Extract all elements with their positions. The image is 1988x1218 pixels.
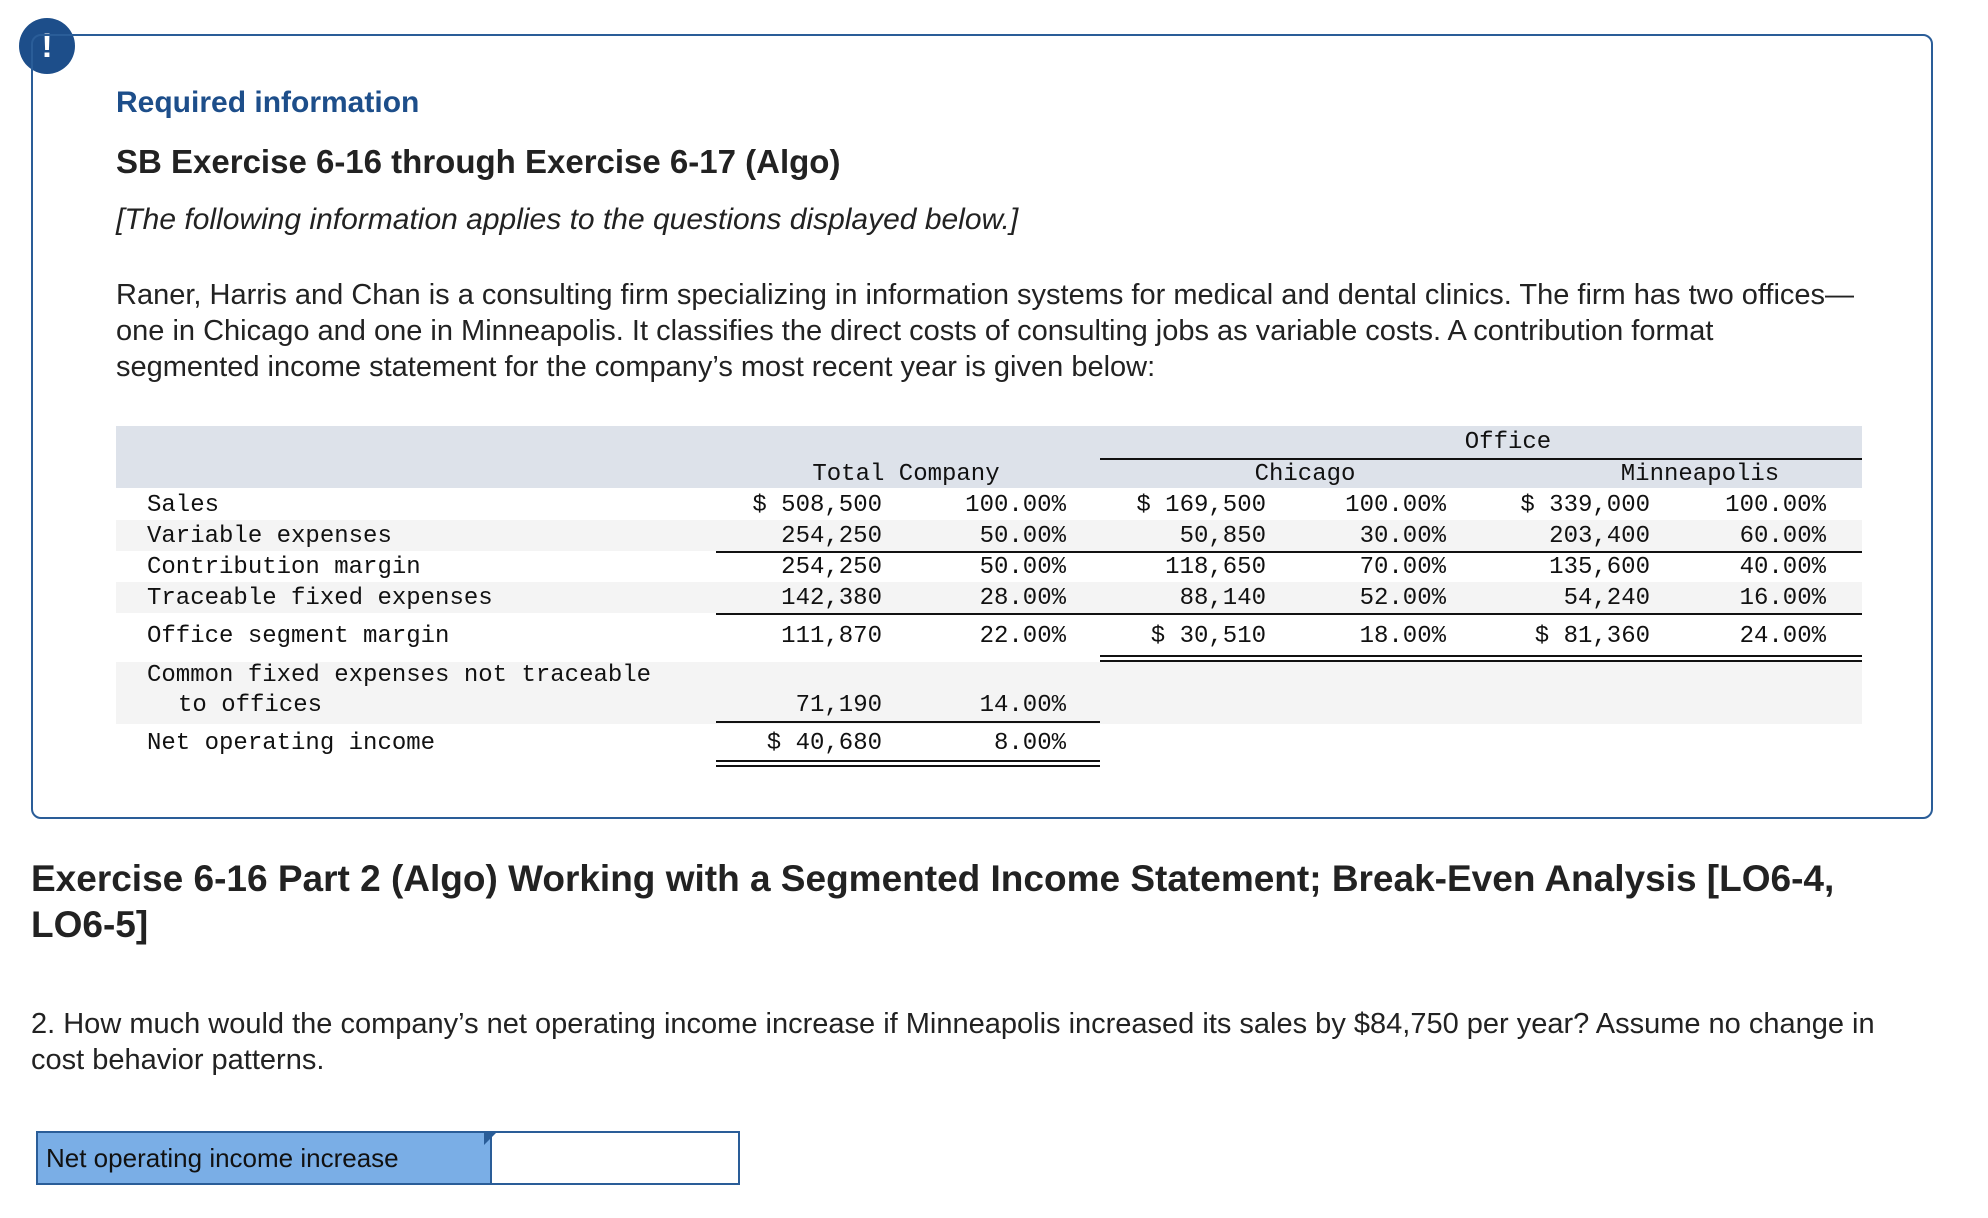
- total-amount: $ 508,500: [752, 492, 882, 519]
- row-label-net-operating-income: Net operating income: [147, 730, 436, 757]
- chicago-amount: $ 30,510: [1150, 623, 1266, 650]
- minneapolis-amount: 135,600: [1549, 554, 1650, 581]
- rule: [716, 613, 1862, 615]
- total-percent: 50.00%: [979, 523, 1066, 550]
- double-rule: [1100, 655, 1862, 662]
- total-percent: 22.00%: [979, 623, 1066, 650]
- total-percent: 8.00%: [993, 730, 1066, 757]
- row-label-contribution-margin: Contribution margin: [147, 554, 421, 581]
- minneapolis-amount: $ 81,360: [1534, 623, 1650, 650]
- total-amount: 254,250: [781, 523, 882, 550]
- chicago-percent: 100.00%: [1345, 492, 1446, 519]
- minneapolis-percent: 24.00%: [1739, 623, 1826, 650]
- answer-label: Net operating income increase: [38, 1133, 492, 1183]
- total-percent: 100.00%: [965, 492, 1066, 519]
- total-percent: 28.00%: [979, 585, 1066, 612]
- total-amount: $ 40,680: [766, 730, 882, 757]
- exercise-title: SB Exercise 6-16 through Exercise 6-17 (Algo): [116, 143, 841, 180]
- net-operating-income-increase-input[interactable]: [492, 1133, 738, 1183]
- header-chicago: Chicago: [1254, 461, 1356, 488]
- alert-icon: !: [19, 18, 75, 74]
- minneapolis-percent: 16.00%: [1739, 585, 1826, 612]
- double-rule: [716, 760, 1100, 767]
- row-label-common-fixed-expenses-cont: to offices: [178, 692, 323, 719]
- required-information-heading: Required information: [116, 86, 420, 119]
- chicago-percent: 52.00%: [1359, 585, 1446, 612]
- question-text: 2. How much would the company’s net operating income increase if Minneapolis increased its sales by $84,750 per year? Assume no change in cost behavior patterns.: [31, 1008, 1875, 1076]
- minneapolis-amount: 203,400: [1549, 523, 1650, 550]
- row-label-common-fixed-expenses: Common fixed expenses not traceable: [147, 662, 652, 689]
- total-amount: 142,380: [781, 585, 882, 612]
- exercise-description: Raner, Harris and Chan is a consulting firm specializing in information systems for medical and dental clinics. The firm has two offices—one in Chicago and one in Minneapolis. It classifies the direct costs of consulting jobs as variable costs. A contribution format segmented income statement for the company’s most recent year is given below:: [116, 279, 1855, 383]
- total-percent: 50.00%: [979, 554, 1066, 581]
- rule: [1100, 458, 1862, 460]
- exercise-note: [The following information applies to the questions displayed below.]: [116, 203, 1019, 236]
- minneapolis-amount: $ 339,000: [1520, 492, 1650, 519]
- chicago-percent: 18.00%: [1359, 623, 1446, 650]
- answer-row: [36, 1131, 740, 1185]
- part-title: Exercise 6-16 Part 2 (Algo) Working with a Segmented Income Statement; Break-Even Analysis [LO6-4, LO6-5]: [31, 858, 1835, 945]
- minneapolis-percent: 100.00%: [1725, 492, 1826, 519]
- total-percent: 14.00%: [979, 692, 1066, 719]
- header-office: Office: [1464, 429, 1552, 456]
- minneapolis-percent: 60.00%: [1739, 523, 1826, 550]
- row-label-sales: Sales: [147, 492, 220, 519]
- chicago-amount: $ 169,500: [1136, 492, 1266, 519]
- total-amount: 71,190: [795, 692, 882, 719]
- header-total-company: Total Company: [812, 461, 1000, 488]
- total-amount: 111,870: [781, 623, 882, 650]
- chicago-amount: 50,850: [1179, 523, 1266, 550]
- chicago-amount: 118,650: [1165, 554, 1266, 581]
- row-label-traceable-fixed-expenses: Traceable fixed expenses: [147, 585, 493, 612]
- row-label-office-segment-margin: Office segment margin: [147, 623, 450, 650]
- row-label-variable-expenses: Variable expenses: [147, 523, 392, 550]
- segmented-income-statement: [116, 426, 1862, 766]
- chicago-amount: 88,140: [1179, 585, 1266, 612]
- rule: [716, 721, 1100, 723]
- minneapolis-amount: 54,240: [1563, 585, 1650, 612]
- chicago-percent: 70.00%: [1359, 554, 1446, 581]
- chicago-percent: 30.00%: [1359, 523, 1446, 550]
- total-amount: 254,250: [781, 554, 882, 581]
- header-minneapolis: Minneapolis: [1620, 461, 1780, 488]
- input-flag-icon: [484, 1133, 496, 1145]
- minneapolis-percent: 40.00%: [1739, 554, 1826, 581]
- rule: [716, 551, 1862, 553]
